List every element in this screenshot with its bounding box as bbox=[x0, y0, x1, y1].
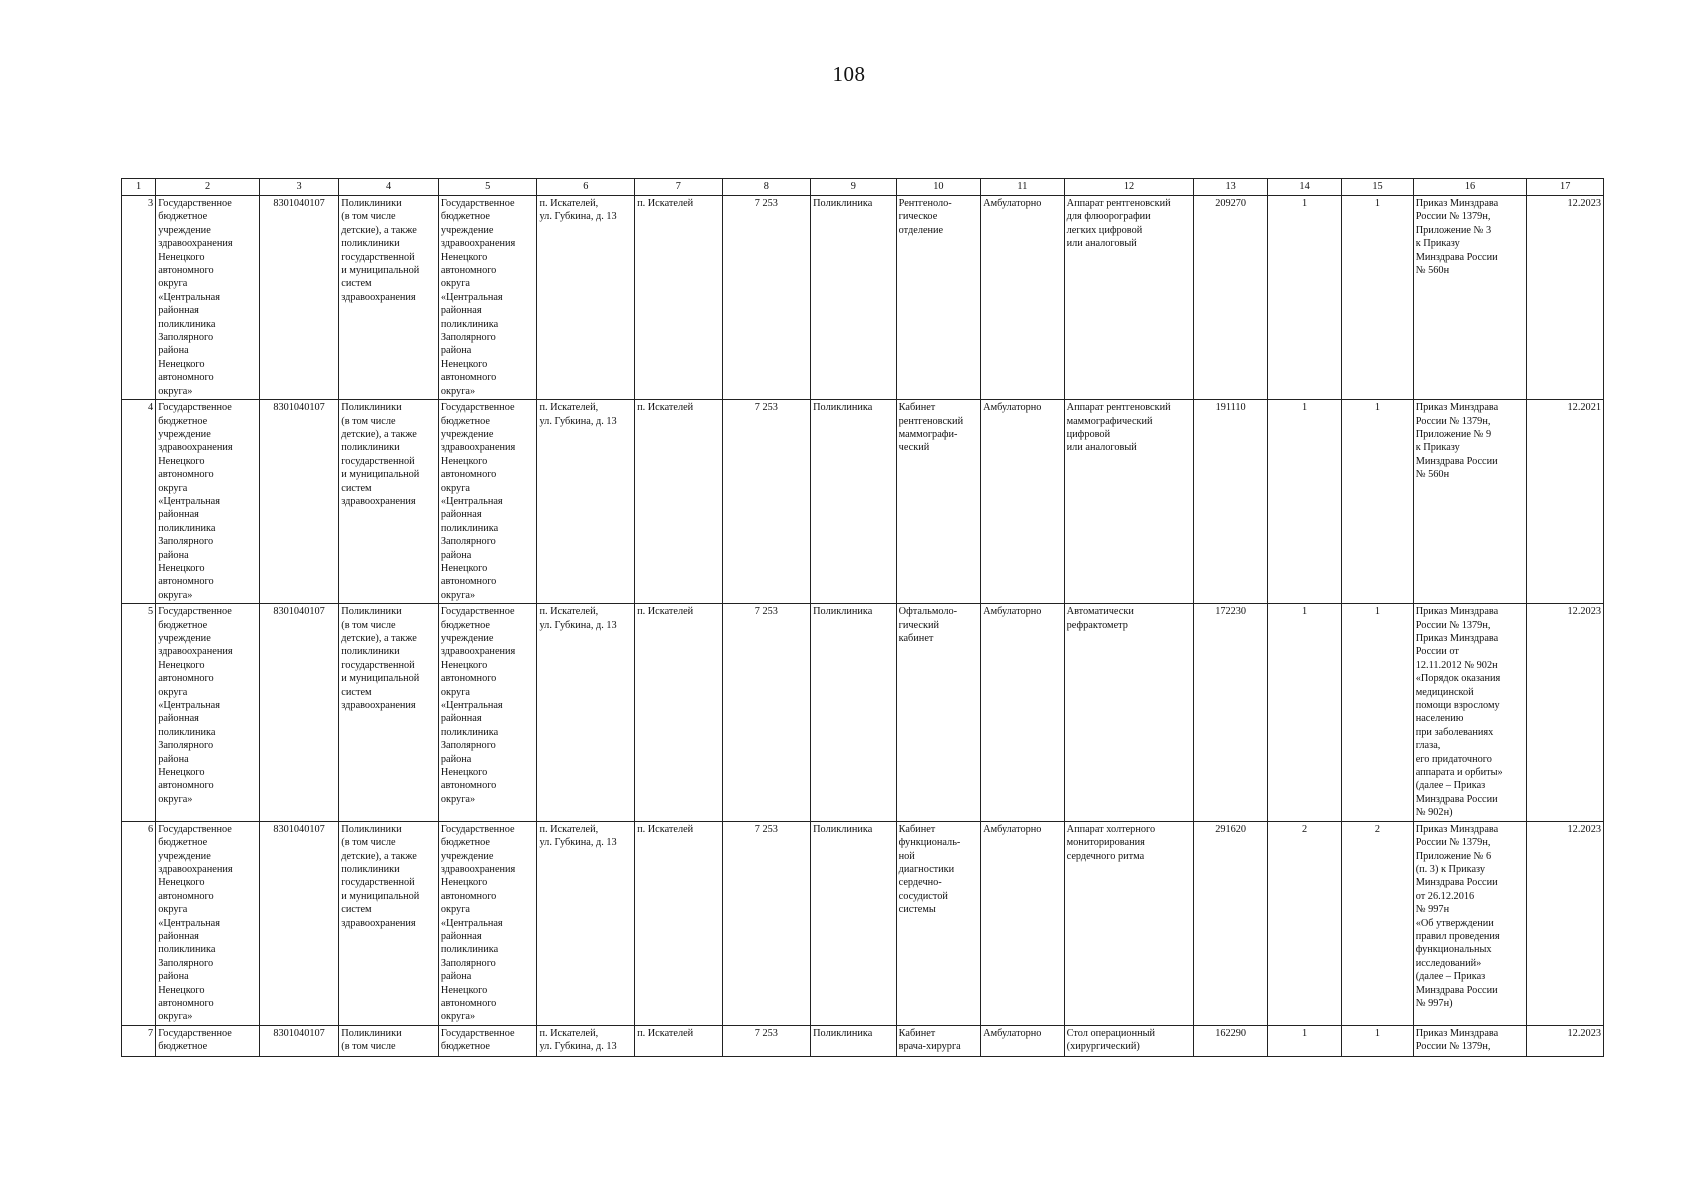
column-number: 17 bbox=[1527, 179, 1604, 196]
equipment-code: 162290 bbox=[1194, 1025, 1267, 1056]
address: п. Искателей, ул. Губкина, д. 13 bbox=[537, 604, 635, 822]
column-number: 6 bbox=[537, 179, 635, 196]
facility: Поликлиника bbox=[811, 196, 897, 400]
row-number: 6 bbox=[122, 821, 156, 1025]
column-number: 11 bbox=[981, 179, 1065, 196]
population: 7 253 bbox=[722, 196, 811, 400]
equipment-name: Аппарат рентгеновский маммографический цифровой или аналоговый bbox=[1064, 400, 1194, 604]
locality: п. Искателей bbox=[635, 821, 723, 1025]
legal-entity-name: Государственное бюджетное учреждение здравоохранения Ненецкого автономного округа «Центральная районная поликлиника Заполярного района Ненецкого автономного округа» bbox=[438, 196, 537, 400]
equipment-code: 191110 bbox=[1194, 400, 1267, 604]
organization-name: Государственное бюджетное учреждение здравоохранения Ненецкого автономного округа «Центральная районная поликлиника Заполярного района Ненецкого автономного округа» bbox=[156, 604, 260, 822]
address: п. Искателей, ул. Губкина, д. 13 bbox=[537, 821, 635, 1025]
locality: п. Искателей bbox=[635, 604, 723, 822]
care-mode: Амбулаторно bbox=[981, 821, 1065, 1025]
legal-basis: Приказ Минздрава России № 1379н, Приказ Минздрава России от 12.11.2012 № 902н «Порядок оказания медицинской помощи взрослому населению при заболеваниях глаза, его придаточного аппарата и орбиты» (далее – Приказ Минздрава России № 902н) bbox=[1413, 604, 1527, 822]
equipment-code: 291620 bbox=[1194, 821, 1267, 1025]
legal-entity-name: Государственное бюджетное учреждение здравоохранения Ненецкого автономного округа «Центральная районная поликлиника Заполярного района Ненецкого автономного округа» bbox=[438, 400, 537, 604]
care-mode: Амбулаторно bbox=[981, 1025, 1065, 1056]
quantity-planned: 2 bbox=[1342, 821, 1413, 1025]
due-date: 12.2023 bbox=[1527, 196, 1604, 400]
quantity-planned: 1 bbox=[1342, 604, 1413, 822]
care-mode: Амбулаторно bbox=[981, 196, 1065, 400]
organization-type: Поликлиники (в том числе детские), а также поликлиники государственной и муниципальной систем здравоохранения bbox=[339, 400, 439, 604]
column-number: 14 bbox=[1267, 179, 1341, 196]
legal-entity-name: Государственное бюджетное bbox=[438, 1025, 537, 1056]
organization-type: Поликлиники (в том числе детские), а также поликлиники государственной и муниципальной систем здравоохранения bbox=[339, 196, 439, 400]
organization-type: Поликлиники (в том числе bbox=[339, 1025, 439, 1056]
legal-basis: Приказ Минздрава России № 1379н, Приложение № 3 к Приказу Минздрава России № 560н bbox=[1413, 196, 1527, 400]
care-mode: Амбулаторно bbox=[981, 604, 1065, 822]
column-number: 7 bbox=[635, 179, 723, 196]
population: 7 253 bbox=[722, 821, 811, 1025]
table-row bbox=[122, 1025, 1604, 1056]
column-number: 4 bbox=[339, 179, 439, 196]
facility: Поликлиника bbox=[811, 821, 897, 1025]
column-number: 8 bbox=[722, 179, 811, 196]
department: Кабинет функциональ- ной диагностики сердечно- сосудистой системы bbox=[896, 821, 981, 1025]
locality: п. Искателей bbox=[635, 400, 723, 604]
organization-name: Государственное бюджетное учреждение здравоохранения Ненецкого автономного округа «Центральная районная поликлиника Заполярного района Ненецкого автономного округа» bbox=[156, 400, 260, 604]
column-number: 13 bbox=[1194, 179, 1267, 196]
row-number: 4 bbox=[122, 400, 156, 604]
column-number-row bbox=[122, 179, 1604, 196]
column-number: 2 bbox=[156, 179, 260, 196]
facility: Поликлиника bbox=[811, 400, 897, 604]
equipment-name: Аппарат рентгеновский для флюорографии легких цифровой или аналоговый bbox=[1064, 196, 1194, 400]
quantity-planned: 1 bbox=[1342, 400, 1413, 604]
care-mode: Амбулаторно bbox=[981, 400, 1065, 604]
organization-code: 8301040107 bbox=[259, 1025, 338, 1056]
column-number: 15 bbox=[1342, 179, 1413, 196]
table-row bbox=[122, 400, 1604, 604]
legal-basis: Приказ Минздрава России № 1379н, bbox=[1413, 1025, 1527, 1056]
quantity-required: 1 bbox=[1267, 196, 1341, 400]
table-row bbox=[122, 821, 1604, 1025]
locality: п. Искателей bbox=[635, 1025, 723, 1056]
equipment-name: Аппарат холтерного мониторирования сердечного ритма bbox=[1064, 821, 1194, 1025]
column-number: 16 bbox=[1413, 179, 1527, 196]
department: Кабинет врача-хирурга bbox=[896, 1025, 981, 1056]
organization-code: 8301040107 bbox=[259, 400, 338, 604]
quantity-required: 2 bbox=[1267, 821, 1341, 1025]
address: п. Искателей, ул. Губкина, д. 13 bbox=[537, 400, 635, 604]
due-date: 12.2021 bbox=[1527, 400, 1604, 604]
population: 7 253 bbox=[722, 1025, 811, 1056]
due-date: 12.2023 bbox=[1527, 1025, 1604, 1056]
quantity-planned: 1 bbox=[1342, 196, 1413, 400]
table-row bbox=[122, 196, 1604, 400]
quantity-required: 1 bbox=[1267, 1025, 1341, 1056]
equipment-name: Автоматически рефрактометр bbox=[1064, 604, 1194, 822]
row-number: 3 bbox=[122, 196, 156, 400]
equipment-code: 209270 bbox=[1194, 196, 1267, 400]
facility: Поликлиника bbox=[811, 604, 897, 822]
organization-code: 8301040107 bbox=[259, 604, 338, 822]
column-number: 9 bbox=[811, 179, 897, 196]
column-number: 10 bbox=[896, 179, 981, 196]
table-row bbox=[122, 604, 1604, 822]
column-number: 3 bbox=[259, 179, 338, 196]
organization-type: Поликлиники (в том числе детские), а также поликлиники государственной и муниципальной систем здравоохранения bbox=[339, 821, 439, 1025]
column-number: 12 bbox=[1064, 179, 1194, 196]
address: п. Искателей, ул. Губкина, д. 13 bbox=[537, 1025, 635, 1056]
page-number: 108 bbox=[832, 62, 866, 86]
row-number: 7 bbox=[122, 1025, 156, 1056]
legal-entity-name: Государственное бюджетное учреждение здравоохранения Ненецкого автономного округа «Центральная районная поликлиника Заполярного района Ненецкого автономного округа» bbox=[438, 604, 537, 822]
organization-name: Государственное бюджетное bbox=[156, 1025, 260, 1056]
department: Рентгеноло- гическое отделение bbox=[896, 196, 981, 400]
department: Офтальмоло- гический кабинет bbox=[896, 604, 981, 822]
organization-name: Государственное бюджетное учреждение здравоохранения Ненецкого автономного округа «Центральная районная поликлиника Заполярного района Ненецкого автономного округа» bbox=[156, 821, 260, 1025]
due-date: 12.2023 bbox=[1527, 821, 1604, 1025]
column-number: 5 bbox=[438, 179, 537, 196]
population: 7 253 bbox=[722, 604, 811, 822]
equipment-name: Стол операционный (хирургический) bbox=[1064, 1025, 1194, 1056]
population: 7 253 bbox=[722, 400, 811, 604]
facility: Поликлиника bbox=[811, 1025, 897, 1056]
quantity-required: 1 bbox=[1267, 400, 1341, 604]
quantity-required: 1 bbox=[1267, 604, 1341, 822]
locality: п. Искателей bbox=[635, 196, 723, 400]
organization-type: Поликлиники (в том числе детские), а также поликлиники государственной и муниципальной систем здравоохранения bbox=[339, 604, 439, 822]
address: п. Искателей, ул. Губкина, д. 13 bbox=[537, 196, 635, 400]
equipment-table bbox=[121, 178, 1604, 1057]
column-number: 1 bbox=[122, 179, 156, 196]
organization-code: 8301040107 bbox=[259, 821, 338, 1025]
row-number: 5 bbox=[122, 604, 156, 822]
legal-basis: Приказ Минздрава России № 1379н, Приложение № 9 к Приказу Минздрава России № 560н bbox=[1413, 400, 1527, 604]
organization-code: 8301040107 bbox=[259, 196, 338, 400]
organization-name: Государственное бюджетное учреждение здравоохранения Ненецкого автономного округа «Центральная районная поликлиника Заполярного района Ненецкого автономного округа» bbox=[156, 196, 260, 400]
quantity-planned: 1 bbox=[1342, 1025, 1413, 1056]
equipment-code: 172230 bbox=[1194, 604, 1267, 822]
department: Кабинет рентгеновский маммографи- ческий bbox=[896, 400, 981, 604]
legal-basis: Приказ Минздрава России № 1379н, Приложение № 6 (п. 3) к Приказу Минздрава России от 26.12.2016 № 997н «Об утверждении правил проведения функциональных исследований» (далее – Приказ Минздрава России № 997н) bbox=[1413, 821, 1527, 1025]
due-date: 12.2023 bbox=[1527, 604, 1604, 822]
legal-entity-name: Государственное бюджетное учреждение здравоохранения Ненецкого автономного округа «Центральная районная поликлиника Заполярного района Ненецкого автономного округа» bbox=[438, 821, 537, 1025]
